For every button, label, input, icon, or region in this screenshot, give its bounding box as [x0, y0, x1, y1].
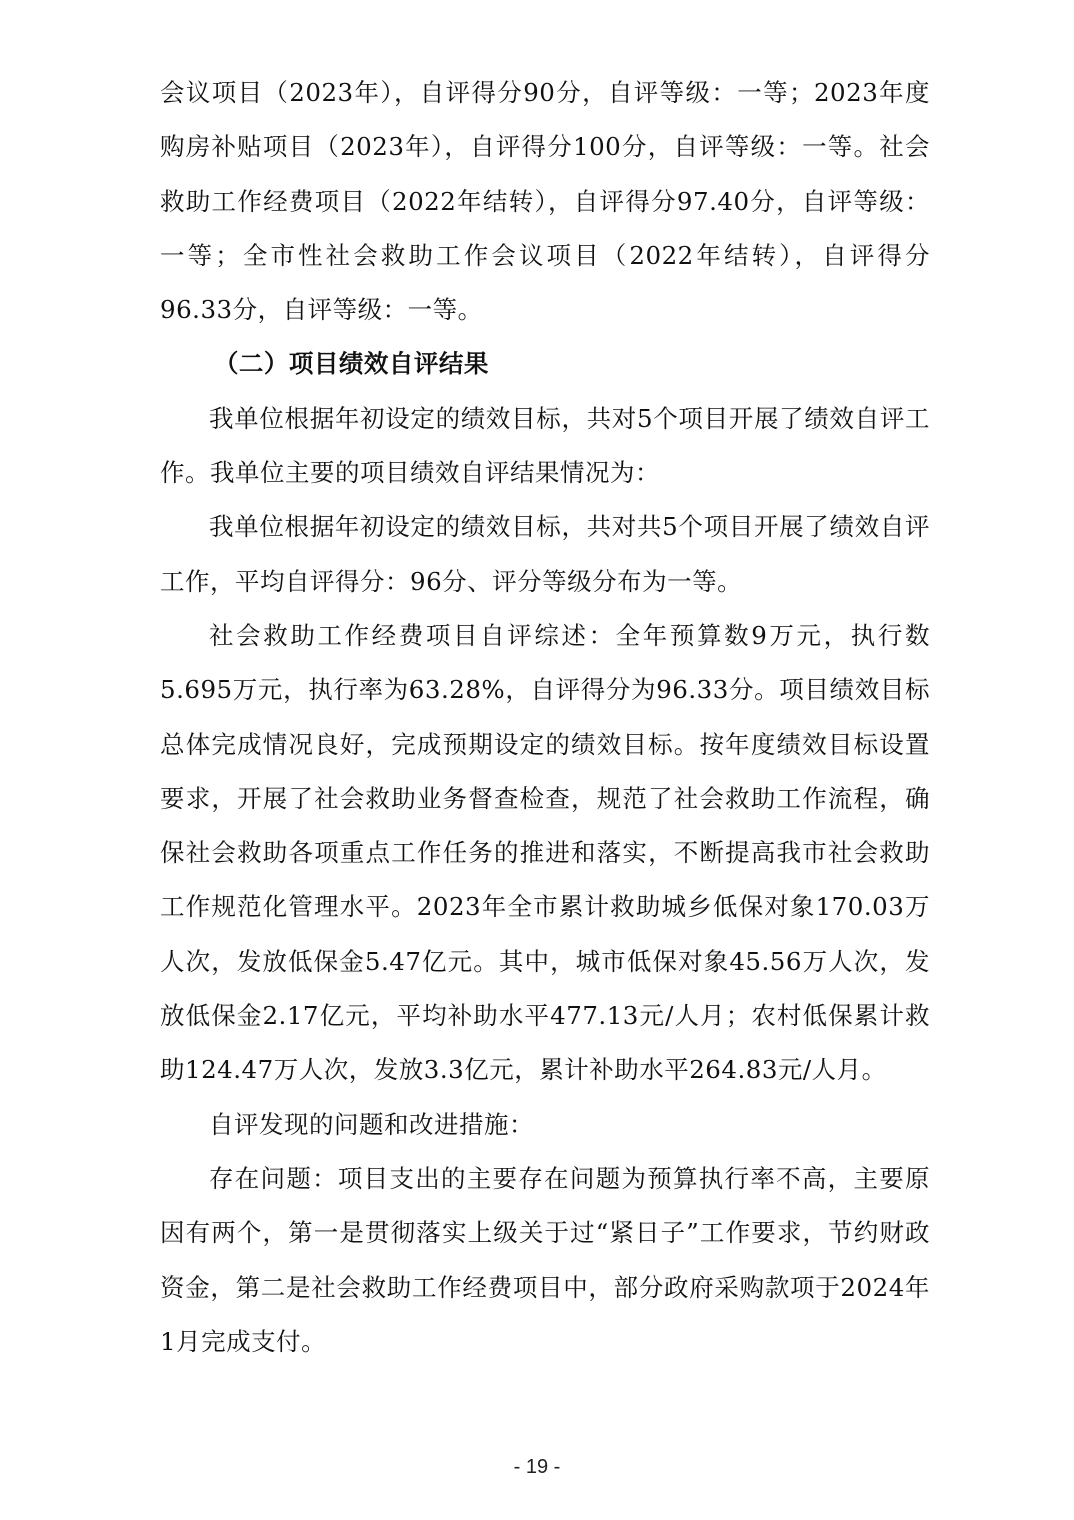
paragraph-issues-heading: 自评发现的问题和改进措施： — [209, 1109, 534, 1139]
paragraph-project-scores: 会议项目（2023年），自评得分90分，自评等级：一等；2023年度购房补贴项目（2023年），自评得分100分，自评等级：一等。社会救助工作经费项目（2022年结转），自评得分97.40分，自评等级：一等；全市性社会救助工作会议项目（2022年结转），自评得分96.33分，自评等级：一等。 — [160, 78, 930, 325]
paragraph-self-evaluation-intro: 我单位根据年初设定的绩效目标，共对5个项目开展了绩效自评工作。我单位主要的项目绩效自评结果情况为： — [160, 403, 930, 488]
paragraph-average-score: 我单位根据年初设定的绩效目标，共对共5个项目开展了绩效自评工作，平均自评得分：96分、评分等级分布为一等。 — [160, 512, 930, 596]
paragraph-social-assistance-summary: 社会救助工作经费项目自评综述：全年预算数9万元，执行数5.695万元，执行率为63.28%，自评得分为96.33分。项目绩效目标总体完成情况良好，完成预期设定的绩效目标。按年度绩效目标设置要求，开展了社会救助业务督查检查，规范了社会救助工作流程，确保社会救助各项重点工作任务的推进和落实，不断提高我市社会救助工作规范化管理水平。2023年全市累计救助城乡低保对象170.03万人次，发放低保金5.47亿元。其中，城市低保对象45.56万人次，发放低保金2.17亿元，平均补助水平477.13元/人月；农村低保累计救助124.47万人次，发放3.3亿元，累计补助水平264.83元/人月。 — [160, 620, 930, 1085]
page-number: - 19 - — [513, 1456, 561, 1478]
paragraph-existing-problems: 存在问题：项目支出的主要存在问题为预算执行率不高，主要原因有两个，第一是贯彻落实上级关于过“紧日子”工作要求，节约财政资金，第二是社会救助工作经费项目中，部分政府采购款项于2024年1月完成支付。 — [160, 1163, 930, 1356]
section-heading-performance-results: （二）项目绩效自评结果 — [213, 349, 489, 379]
document-body — [160, 66, 930, 1369]
